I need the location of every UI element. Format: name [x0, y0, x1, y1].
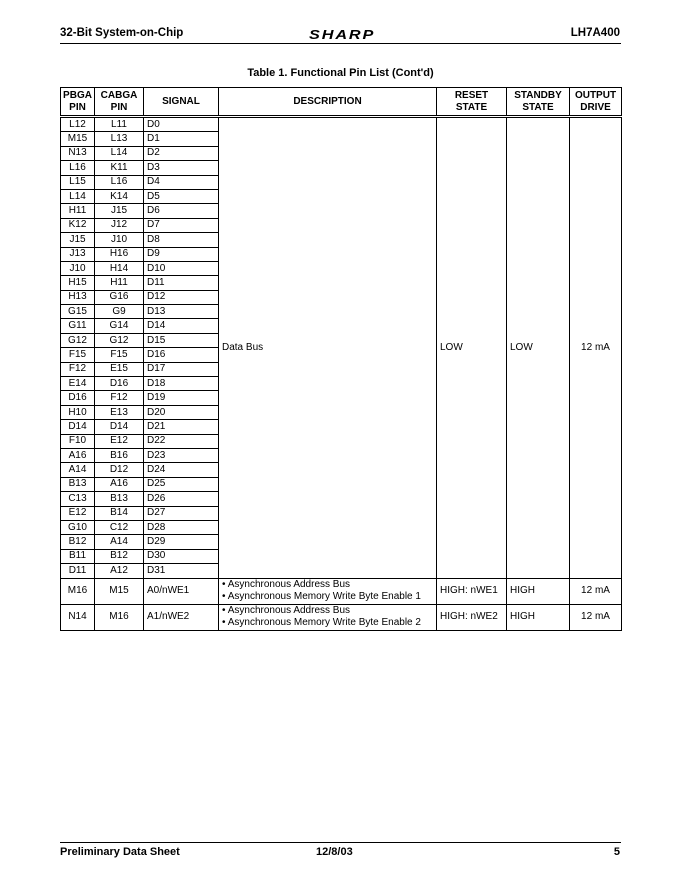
table-header-row — [61, 88, 622, 117]
table-row — [61, 578, 622, 604]
signal-cell: D23 — [144, 448, 219, 462]
pbga-pin-cell: D14 — [61, 420, 95, 434]
description-line: • Asynchronous Memory Write Byte Enable 1 — [222, 591, 421, 602]
cabga-pin-cell: A16 — [95, 477, 144, 491]
pbga-pin-cell: E12 — [61, 506, 95, 520]
footer-divider — [60, 842, 621, 843]
cabga-pin-cell: L11 — [95, 117, 144, 132]
col-header-signal: SIGNAL — [144, 88, 219, 117]
cabga-pin-cell: F15 — [95, 348, 144, 362]
pbga-pin-cell: E14 — [61, 377, 95, 391]
signal-cell: D5 — [144, 189, 219, 203]
reset-state-cell: LOW — [437, 117, 507, 579]
table-title: Table 1. Functional Pin List (Cont'd) — [247, 67, 434, 79]
cabga-pin-cell: M16 — [95, 604, 144, 630]
cabga-pin-cell: H14 — [95, 261, 144, 275]
signal-cell: D21 — [144, 420, 219, 434]
cabga-pin-cell: D14 — [95, 420, 144, 434]
output-drive-cell: 12 mA — [570, 117, 622, 579]
cabga-pin-cell: L16 — [95, 175, 144, 189]
cabga-pin-cell: E13 — [95, 405, 144, 419]
signal-cell: D27 — [144, 506, 219, 520]
output-drive-cell: 12 mA — [570, 578, 622, 604]
cabga-pin-cell: J15 — [95, 204, 144, 218]
output-drive-cell: 12 mA — [570, 604, 622, 630]
signal-cell: D17 — [144, 362, 219, 376]
description-line: • Asynchronous Address Bus — [222, 579, 351, 590]
signal-cell: D15 — [144, 333, 219, 347]
reset-state-cell: HIGH: nWE1 — [437, 578, 507, 604]
cabga-pin-cell: G9 — [95, 305, 144, 319]
signal-cell: D10 — [144, 261, 219, 275]
cabga-pin-cell: E12 — [95, 434, 144, 448]
signal-cell: D11 — [144, 276, 219, 290]
col-header-cabga: CABGA PIN — [95, 88, 144, 117]
pbga-pin-cell: H15 — [61, 276, 95, 290]
signal-cell: D20 — [144, 405, 219, 419]
description-cell — [219, 604, 437, 630]
signal-cell: D16 — [144, 348, 219, 362]
cabga-pin-cell: C12 — [95, 520, 144, 534]
cabga-pin-cell: K11 — [95, 161, 144, 175]
pbga-pin-cell: L12 — [61, 117, 95, 132]
footer-date: 12/8/03 — [316, 846, 353, 858]
pbga-pin-cell: L14 — [61, 189, 95, 203]
pbga-pin-cell: D16 — [61, 391, 95, 405]
cabga-pin-cell: G16 — [95, 290, 144, 304]
signal-cell: D13 — [144, 305, 219, 319]
cabga-pin-cell: A12 — [95, 564, 144, 578]
cabga-pin-cell: F12 — [95, 391, 144, 405]
cabga-pin-cell: K14 — [95, 189, 144, 203]
pbga-pin-cell: J10 — [61, 261, 95, 275]
cabga-pin-cell: L14 — [95, 146, 144, 160]
pbga-pin-cell: G10 — [61, 520, 95, 534]
signal-cell: D30 — [144, 549, 219, 563]
description-line: • Asynchronous Memory Write Byte Enable 2 — [222, 617, 421, 628]
signal-cell: D29 — [144, 535, 219, 549]
pbga-pin-cell: K12 — [61, 218, 95, 232]
signal-cell: D22 — [144, 434, 219, 448]
signal-cell: D14 — [144, 319, 219, 333]
signal-cell: D18 — [144, 377, 219, 391]
pbga-pin-cell: H13 — [61, 290, 95, 304]
header-part-number: LH7A400 — [570, 27, 620, 39]
cabga-pin-cell: H11 — [95, 276, 144, 290]
pbga-pin-cell: A14 — [61, 463, 95, 477]
col-header-standby-state: STANDBY STATE — [507, 88, 570, 117]
pbga-pin-cell: G15 — [61, 305, 95, 319]
col-header-output-drive: OUTPUT DRIVE — [570, 88, 622, 117]
signal-cell: D12 — [144, 290, 219, 304]
footer-doc-status: Preliminary Data Sheet — [60, 846, 180, 858]
cabga-pin-cell: E15 — [95, 362, 144, 376]
pbga-pin-cell: L16 — [61, 161, 95, 175]
cabga-pin-cell: H16 — [95, 247, 144, 261]
pbga-pin-cell: B12 — [61, 535, 95, 549]
signal-cell: D6 — [144, 204, 219, 218]
signal-cell: D4 — [144, 175, 219, 189]
pbga-pin-cell: G11 — [61, 319, 95, 333]
pbga-pin-cell: H10 — [61, 405, 95, 419]
pbga-pin-cell: B13 — [61, 477, 95, 491]
signal-cell: D1 — [144, 132, 219, 146]
col-header-description: DESCRIPTION — [219, 88, 437, 117]
pbga-pin-cell: M16 — [61, 578, 95, 604]
pbga-pin-cell: A16 — [61, 448, 95, 462]
pbga-pin-cell: F15 — [61, 348, 95, 362]
col-header-reset-state: RESET STATE — [437, 88, 507, 117]
signal-cell: D8 — [144, 233, 219, 247]
signal-cell: D7 — [144, 218, 219, 232]
signal-cell: D9 — [144, 247, 219, 261]
cabga-pin-cell: J12 — [95, 218, 144, 232]
header-document-title: 32-Bit System-on-Chip — [60, 27, 184, 39]
standby-state-cell: LOW — [507, 117, 570, 579]
pbga-pin-cell: L15 — [61, 175, 95, 189]
pbga-pin-cell: C13 — [61, 492, 95, 506]
signal-cell: D2 — [144, 146, 219, 160]
reset-state-cell: HIGH: nWE2 — [437, 604, 507, 630]
footer-page-number: 5 — [613, 846, 620, 858]
signal-cell: D3 — [144, 161, 219, 175]
cabga-pin-cell: G14 — [95, 319, 144, 333]
cabga-pin-cell: G12 — [95, 333, 144, 347]
table-body — [61, 117, 622, 631]
cabga-pin-cell: B16 — [95, 448, 144, 462]
cabga-pin-cell: L13 — [95, 132, 144, 146]
table-row — [61, 604, 622, 630]
signal-cell: D19 — [144, 391, 219, 405]
pbga-pin-cell: H11 — [61, 204, 95, 218]
standby-state-cell: HIGH — [507, 604, 570, 630]
pbga-pin-cell: N14 — [61, 604, 95, 630]
pbga-pin-cell: F10 — [61, 434, 95, 448]
cabga-pin-cell: D12 — [95, 463, 144, 477]
cabga-pin-cell: A14 — [95, 535, 144, 549]
description-line: • Asynchronous Address Bus — [222, 605, 351, 616]
signal-cell: D24 — [144, 463, 219, 477]
pbga-pin-cell: F12 — [61, 362, 95, 376]
signal-cell: D26 — [144, 492, 219, 506]
cabga-pin-cell: B13 — [95, 492, 144, 506]
pbga-pin-cell: J15 — [61, 233, 95, 247]
signal-cell: D28 — [144, 520, 219, 534]
cabga-pin-cell: J10 — [95, 233, 144, 247]
signal-cell: A0/nWE1 — [144, 578, 219, 604]
signal-cell: D0 — [144, 117, 219, 132]
sharp-logo: SHARP — [309, 27, 376, 42]
standby-state-cell: HIGH — [507, 578, 570, 604]
cabga-pin-cell: B12 — [95, 549, 144, 563]
table-row — [61, 117, 622, 132]
pbga-pin-cell: M15 — [61, 132, 95, 146]
cabga-pin-cell: M15 — [95, 578, 144, 604]
signal-cell: D31 — [144, 564, 219, 578]
signal-cell: A1/nWE2 — [144, 604, 219, 630]
description-cell — [219, 578, 437, 604]
pbga-pin-cell: N13 — [61, 146, 95, 160]
cabga-pin-cell: D16 — [95, 377, 144, 391]
cabga-pin-cell: B14 — [95, 506, 144, 520]
signal-cell: D25 — [144, 477, 219, 491]
pbga-pin-cell: D11 — [61, 564, 95, 578]
header-divider — [60, 43, 621, 44]
pbga-pin-cell: B11 — [61, 549, 95, 563]
functional-pin-table — [60, 87, 622, 631]
pbga-pin-cell: J13 — [61, 247, 95, 261]
pbga-pin-cell: G12 — [61, 333, 95, 347]
col-header-pbga: PBGA PIN — [61, 88, 95, 117]
description-cell: Data Bus — [219, 117, 437, 579]
